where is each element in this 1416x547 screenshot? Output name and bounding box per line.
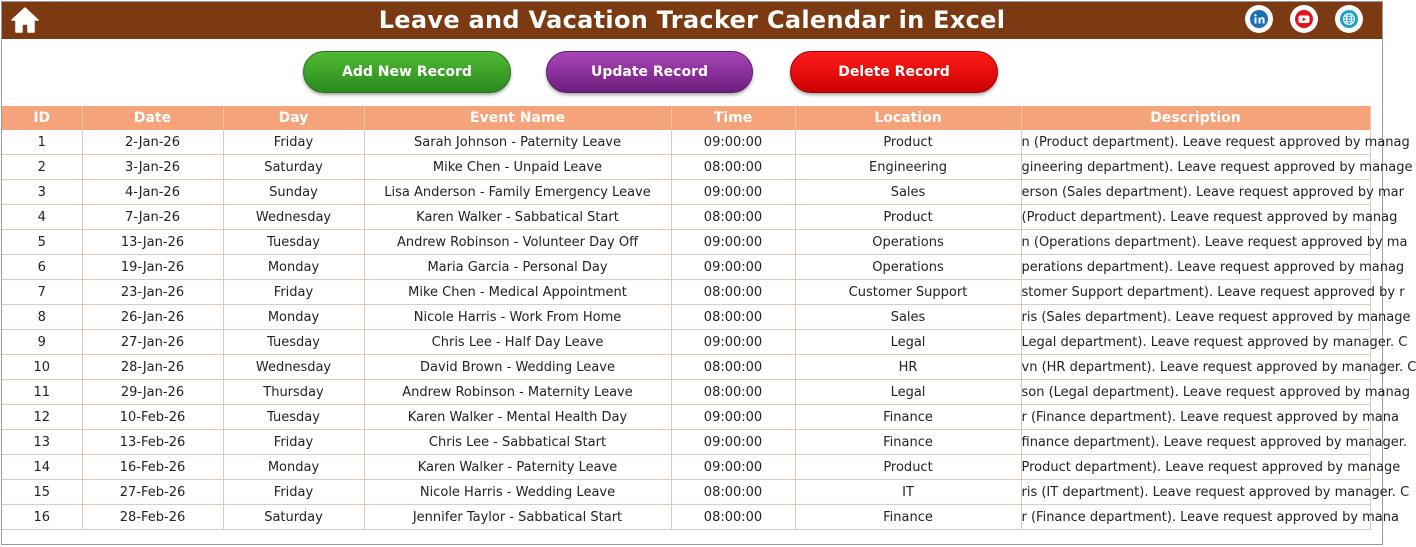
cell-id[interactable]: 14 [2, 455, 82, 480]
cell-location[interactable]: Product [795, 205, 1021, 230]
cell-event-name[interactable]: Maria Garcia - Personal Day [364, 255, 671, 280]
cell-location[interactable]: HR [795, 355, 1021, 380]
linkedin-button[interactable] [1245, 5, 1273, 33]
cell-date[interactable]: 27-Jan-26 [82, 330, 223, 355]
table-row[interactable] [2, 130, 1370, 155]
cell-day[interactable]: Tuesday [223, 230, 364, 255]
cell-time[interactable]: 08:00:00 [671, 355, 795, 380]
cell-location[interactable]: IT [795, 480, 1021, 505]
table-row[interactable] [2, 305, 1370, 330]
cell-location[interactable]: Finance [795, 430, 1021, 455]
cell-location[interactable]: Customer Support [795, 280, 1021, 305]
cell-day[interactable]: Monday [223, 455, 364, 480]
table-row[interactable] [2, 380, 1370, 405]
cell-location[interactable]: Legal [795, 380, 1021, 405]
cell-time[interactable]: 08:00:00 [671, 205, 795, 230]
cell-id[interactable]: 3 [2, 180, 82, 205]
cell-event-name[interactable]: Karen Walker - Sabbatical Start [364, 205, 671, 230]
cell-id[interactable]: 15 [2, 480, 82, 505]
cell-day[interactable]: Monday [223, 305, 364, 330]
cell-date[interactable]: 27-Feb-26 [82, 480, 223, 505]
cell-id[interactable]: 2 [2, 155, 82, 180]
table-header-row [2, 106, 1370, 130]
table-row[interactable] [2, 355, 1370, 380]
cell-date[interactable]: 10-Feb-26 [82, 405, 223, 430]
table-row[interactable] [2, 405, 1370, 430]
cell-date[interactable]: 3-Jan-26 [82, 155, 223, 180]
cell-description[interactable]: perations department). Leave request approved by manag [1021, 255, 1370, 280]
cell-description[interactable]: erson (Sales department). Leave request approved by mar [1021, 180, 1370, 205]
cell-event-name[interactable]: David Brown - Wedding Leave [364, 355, 671, 380]
cell-event-name[interactable]: Mike Chen - Medical Appointment [364, 280, 671, 305]
cell-event-name[interactable]: Chris Lee - Half Day Leave [364, 330, 671, 355]
cell-time[interactable]: 08:00:00 [671, 280, 795, 305]
col-header-day[interactable]: Day [223, 106, 364, 130]
website-button[interactable] [1335, 5, 1363, 33]
cell-description[interactable]: vn (HR department). Leave request approved by manager. C [1021, 355, 1370, 380]
cell-time[interactable]: 08:00:00 [671, 155, 795, 180]
cell-day[interactable]: Friday [223, 480, 364, 505]
cell-date[interactable]: 23-Jan-26 [82, 280, 223, 305]
cell-id[interactable]: 5 [2, 230, 82, 255]
cell-location[interactable]: Sales [795, 305, 1021, 330]
cell-event-name[interactable]: Mike Chen - Unpaid Leave [364, 155, 671, 180]
cell-description[interactable]: n (Operations department). Leave request approved by ma [1021, 230, 1370, 255]
cell-event-name[interactable]: Chris Lee - Sabbatical Start [364, 430, 671, 455]
cell-id[interactable]: 8 [2, 305, 82, 330]
cell-event-name[interactable]: Lisa Anderson - Family Emergency Leave [364, 180, 671, 205]
cell-id[interactable]: 11 [2, 380, 82, 405]
cell-date[interactable]: 2-Jan-26 [82, 130, 223, 155]
cell-location[interactable]: Sales [795, 180, 1021, 205]
table-row[interactable] [2, 155, 1370, 180]
cell-id[interactable]: 9 [2, 330, 82, 355]
cell-time[interactable]: 09:00:00 [671, 430, 795, 455]
cell-day[interactable]: Thursday [223, 380, 364, 405]
cell-event-name[interactable]: Karen Walker - Mental Health Day [364, 405, 671, 430]
table-row[interactable] [2, 230, 1370, 255]
cell-description[interactable]: gineering department). Leave request approved by manage [1021, 155, 1370, 180]
cell-id[interactable]: 13 [2, 430, 82, 455]
cell-description[interactable]: stomer Support department). Leave request approved by r [1021, 280, 1370, 305]
cell-day[interactable]: Wednesday [223, 205, 364, 230]
cell-day[interactable]: Monday [223, 255, 364, 280]
cell-id[interactable]: 1 [2, 130, 82, 155]
cell-event-name[interactable]: Andrew Robinson - Maternity Leave [364, 380, 671, 405]
delete-record-button[interactable]: Delete Record [790, 51, 998, 93]
cell-date[interactable]: 28-Feb-26 [82, 505, 223, 530]
globe-icon [1339, 9, 1359, 29]
cell-time[interactable]: 09:00:00 [671, 230, 795, 255]
update-record-button[interactable]: Update Record [546, 51, 753, 93]
col-header-location[interactable]: Location [795, 106, 1021, 130]
table-row[interactable] [2, 280, 1370, 305]
cell-id[interactable]: 10 [2, 355, 82, 380]
cell-day[interactable]: Tuesday [223, 330, 364, 355]
cell-day[interactable]: Saturday [223, 505, 364, 530]
cell-location[interactable]: Finance [795, 405, 1021, 430]
col-header-event-name[interactable]: Event Name [364, 106, 671, 130]
col-header-date[interactable]: Date [82, 106, 223, 130]
cell-time[interactable]: 08:00:00 [671, 480, 795, 505]
cell-id[interactable]: 7 [2, 280, 82, 305]
cell-id[interactable]: 6 [2, 255, 82, 280]
cell-day[interactable]: Sunday [223, 180, 364, 205]
cell-description[interactable]: son (Legal department). Leave request approved by manag [1021, 380, 1370, 405]
cell-time[interactable]: 08:00:00 [671, 305, 795, 330]
cell-time[interactable]: 08:00:00 [671, 380, 795, 405]
cell-location[interactable]: Finance [795, 505, 1021, 530]
cell-description[interactable]: ris (Sales department). Leave request approved by manage [1021, 305, 1370, 330]
cell-event-name[interactable]: Nicole Harris - Work From Home [364, 305, 671, 330]
cell-location[interactable]: Product [795, 130, 1021, 155]
youtube-icon [1294, 9, 1314, 29]
cell-id[interactable]: 16 [2, 505, 82, 530]
cell-day[interactable]: Friday [223, 430, 364, 455]
col-header-id[interactable]: ID [2, 106, 82, 130]
cell-date[interactable]: 13-Jan-26 [82, 230, 223, 255]
cell-description[interactable]: r (Finance department). Leave request approved by mana [1021, 405, 1370, 430]
cell-date[interactable]: 28-Jan-26 [82, 355, 223, 380]
title-banner [2, 2, 1382, 39]
cell-time[interactable]: 08:00:00 [671, 505, 795, 530]
cell-event-name[interactable]: Sarah Johnson - Paternity Leave [364, 130, 671, 155]
table-row[interactable] [2, 255, 1370, 280]
cell-day[interactable]: Saturday [223, 155, 364, 180]
cell-description[interactable]: r (Finance department). Leave request approved by mana [1021, 505, 1370, 530]
cell-event-name[interactable]: Andrew Robinson - Volunteer Day Off [364, 230, 671, 255]
cell-time[interactable]: 09:00:00 [671, 180, 795, 205]
cell-time[interactable]: 09:00:00 [671, 330, 795, 355]
page-title: Leave and Vacation Tracker Calendar in Excel [378, 6, 1006, 34]
cell-id[interactable]: 4 [2, 205, 82, 230]
cell-event-name[interactable]: Nicole Harris - Wedding Leave [364, 480, 671, 505]
col-header-time[interactable]: Time [671, 106, 795, 130]
cell-location[interactable]: Product [795, 455, 1021, 480]
cell-description[interactable]: n (Product department). Leave request approved by manag [1021, 130, 1370, 155]
table-row[interactable] [2, 480, 1370, 505]
cell-time[interactable]: 09:00:00 [671, 130, 795, 155]
cell-day[interactable]: Tuesday [223, 405, 364, 430]
cell-date[interactable]: 16-Feb-26 [82, 455, 223, 480]
cell-date[interactable]: 19-Jan-26 [82, 255, 223, 280]
table-row[interactable] [2, 330, 1370, 355]
table-row[interactable] [2, 505, 1370, 530]
table-row[interactable] [2, 180, 1370, 205]
add-new-record-button[interactable]: Add New Record [303, 51, 511, 93]
cell-location[interactable]: Operations [795, 255, 1021, 280]
sheet-frame [1, 1, 1416, 545]
cell-description[interactable]: Product department). Leave request approved by manage [1021, 455, 1370, 480]
cell-date[interactable]: 29-Jan-26 [82, 380, 223, 405]
cell-day[interactable]: Friday [223, 130, 364, 155]
cell-description[interactable]: (Product department). Leave request approved by manag [1021, 205, 1370, 230]
col-header-description[interactable]: Description [1021, 106, 1370, 130]
cell-location[interactable]: Engineering [795, 155, 1021, 180]
cell-day[interactable]: Friday [223, 280, 364, 305]
cell-description[interactable]: Legal department). Leave request approved by manager. C [1021, 330, 1370, 355]
cell-date[interactable]: 7-Jan-26 [82, 205, 223, 230]
cell-date[interactable]: 26-Jan-26 [82, 305, 223, 330]
cell-date[interactable]: 13-Feb-26 [82, 430, 223, 455]
youtube-button[interactable] [1290, 5, 1318, 33]
cell-id[interactable]: 12 [2, 405, 82, 430]
table-row[interactable] [2, 430, 1370, 455]
cell-time[interactable]: 09:00:00 [671, 255, 795, 280]
cell-time[interactable]: 09:00:00 [671, 405, 795, 430]
records-table [2, 106, 1416, 530]
cell-description[interactable]: finance department). Leave request approved by manager. [1021, 430, 1370, 455]
cell-event-name[interactable]: Jennifer Taylor - Sabbatical Start [364, 505, 671, 530]
cell-location[interactable]: Legal [795, 330, 1021, 355]
cell-description[interactable]: ris (IT department). Leave request approved by manager. C [1021, 480, 1370, 505]
cell-day[interactable]: Wednesday [223, 355, 364, 380]
cell-time[interactable]: 09:00:00 [671, 455, 795, 480]
cell-event-name[interactable]: Karen Walker - Paternity Leave [364, 455, 671, 480]
cell-date[interactable]: 4-Jan-26 [82, 180, 223, 205]
table-row[interactable] [2, 205, 1370, 230]
cell-location[interactable]: Operations [795, 230, 1021, 255]
linkedin-icon [1249, 9, 1269, 29]
table-row[interactable] [2, 455, 1370, 480]
